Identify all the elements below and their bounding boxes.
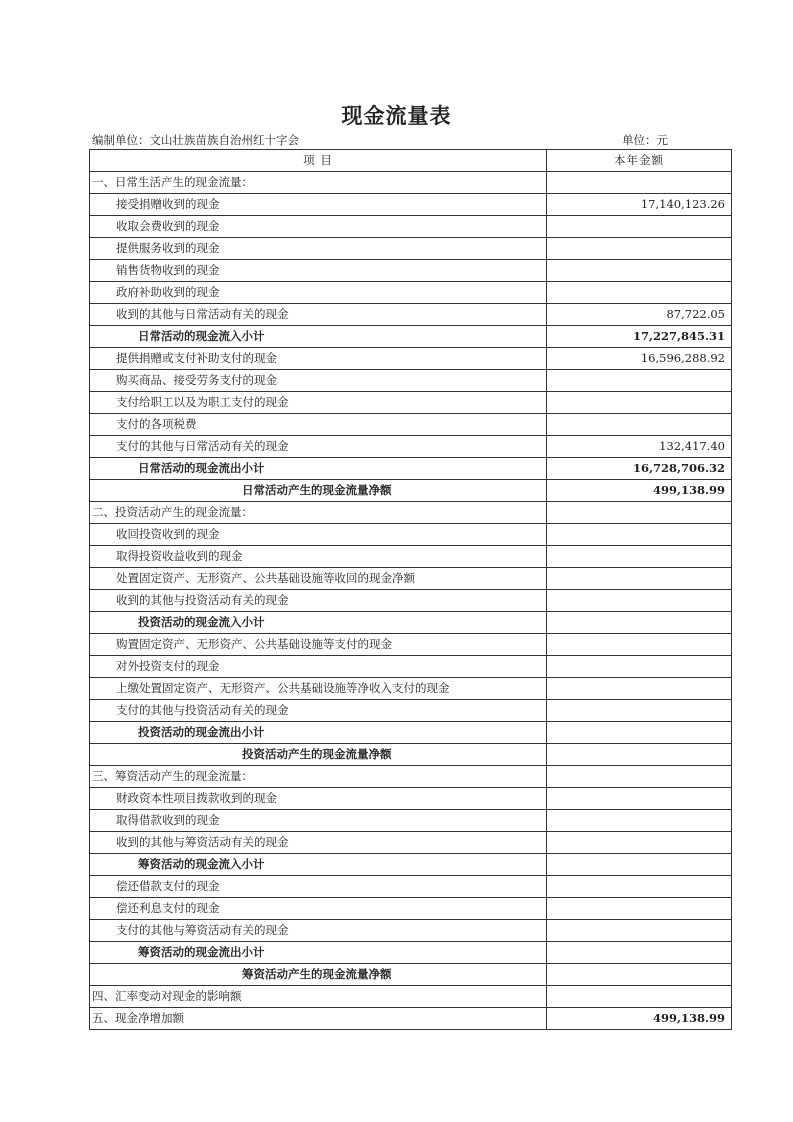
- table-row: [90, 964, 732, 986]
- row-label: 日常活动产生的现金流量净额: [90, 480, 547, 502]
- row-amount: [547, 744, 732, 766]
- row-amount: [547, 392, 732, 414]
- row-amount: [547, 238, 732, 260]
- row-amount: [547, 216, 732, 238]
- table-row: [90, 788, 732, 810]
- row-label: 收取会费收到的现金: [90, 216, 547, 238]
- table-row: [90, 502, 732, 524]
- row-label: 接受捐赠收到的现金: [90, 194, 547, 216]
- row-label: 收回投资收到的现金: [90, 524, 547, 546]
- row-label: 投资活动的现金流入小计: [90, 612, 547, 634]
- row-label: 对外投资支付的现金: [90, 656, 547, 678]
- row-amount: 17,140,123.26: [547, 194, 732, 216]
- row-label: 投资活动的现金流出小计: [90, 722, 547, 744]
- table-row: [90, 524, 732, 546]
- row-label: 投资活动产生的现金流量净额: [90, 744, 547, 766]
- table-row: [90, 700, 732, 722]
- row-label: 支付的其他与投资活动有关的现金: [90, 700, 547, 722]
- unit-label: 单位：元: [622, 133, 668, 147]
- row-label: 提供捐赠或支付补助支付的现金: [90, 348, 547, 370]
- row-amount: [547, 810, 732, 832]
- row-amount: [547, 678, 732, 700]
- table-row: [90, 546, 732, 568]
- table-row: [90, 744, 732, 766]
- row-amount: [547, 832, 732, 854]
- document-title: 现金流量表: [341, 103, 452, 128]
- row-amount: [547, 942, 732, 964]
- row-amount: [547, 700, 732, 722]
- row-amount: [547, 788, 732, 810]
- table-row: [90, 260, 732, 282]
- table-row: [90, 414, 732, 436]
- row-amount: [547, 590, 732, 612]
- row-amount: 17,227,845.31: [547, 326, 732, 348]
- table-row: [90, 876, 732, 898]
- row-amount: [547, 612, 732, 634]
- cash-flow-table: [89, 149, 732, 1030]
- table-row: [90, 238, 732, 260]
- row-amount: 16,596,288.92: [547, 348, 732, 370]
- document-meta: [92, 132, 732, 148]
- row-label: 收到的其他与筹资活动有关的现金: [90, 832, 547, 854]
- row-label: 支付的各项税费: [90, 414, 547, 436]
- row-amount: [547, 854, 732, 876]
- row-amount: [547, 568, 732, 590]
- row-label: 取得借款收到的现金: [90, 810, 547, 832]
- row-label: 销售货物收到的现金: [90, 260, 547, 282]
- table-body: [90, 172, 732, 1030]
- table-row: [90, 832, 732, 854]
- table-row: [90, 480, 732, 502]
- table-row: [90, 942, 732, 964]
- table-row: [90, 458, 732, 480]
- row-label: 收到的其他与投资活动有关的现金: [90, 590, 547, 612]
- table-row: [90, 194, 732, 216]
- table-row: [90, 568, 732, 590]
- table-row: [90, 216, 732, 238]
- row-amount: [547, 524, 732, 546]
- row-amount: 499,138.99: [547, 480, 732, 502]
- table-row: [90, 326, 732, 348]
- row-label: 五、现金净增加额: [90, 1008, 547, 1030]
- row-label: 支付的其他与筹资活动有关的现金: [90, 920, 547, 942]
- row-amount: [547, 414, 732, 436]
- row-label: 上缴处置固定资产、无形资产、公共基础设施等净收入支付的现金: [90, 678, 547, 700]
- table-row: [90, 634, 732, 656]
- row-amount: [547, 546, 732, 568]
- row-amount: 87,722.05: [547, 304, 732, 326]
- row-amount: [547, 172, 732, 194]
- table-row: [90, 304, 732, 326]
- row-amount: [547, 986, 732, 1008]
- table-row: [90, 348, 732, 370]
- table-row: [90, 722, 732, 744]
- table-row: [90, 172, 732, 194]
- table-row: [90, 612, 732, 634]
- table-row: [90, 590, 732, 612]
- row-label: 二、投资活动产生的现金流量：: [90, 502, 547, 524]
- row-label: 收到的其他与日常活动有关的现金: [90, 304, 547, 326]
- row-amount: [547, 634, 732, 656]
- row-label: 日常活动的现金流出小计: [90, 458, 547, 480]
- row-amount: [547, 766, 732, 788]
- table-row: [90, 1008, 732, 1030]
- row-label: 筹资活动产生的现金流量净额: [90, 964, 547, 986]
- row-label: 偿还借款支付的现金: [90, 876, 547, 898]
- row-amount: [547, 656, 732, 678]
- row-label: 日常活动的现金流入小计: [90, 326, 547, 348]
- row-label: 提供服务收到的现金: [90, 238, 547, 260]
- table-row: [90, 920, 732, 942]
- column-header-amount: 本年金额: [547, 150, 732, 172]
- table-row: [90, 370, 732, 392]
- row-label: 取得投资收益收到的现金: [90, 546, 547, 568]
- row-label: 政府补助收到的现金: [90, 282, 547, 304]
- row-amount: [547, 260, 732, 282]
- table-row: [90, 678, 732, 700]
- row-label: 购置固定资产、无形资产、公共基础设施等支付的现金: [90, 634, 547, 656]
- row-amount: 499,138.99: [547, 1008, 732, 1030]
- table-row: [90, 282, 732, 304]
- row-label: 处置固定资产、无形资产、公共基础设施等收回的现金净额: [90, 568, 547, 590]
- row-amount: [547, 876, 732, 898]
- row-amount: 16,728,706.32: [547, 458, 732, 480]
- row-label: 四、汇率变动对现金的影响额: [90, 986, 547, 1008]
- row-label: 一、日常生活产生的现金流量：: [90, 172, 547, 194]
- table-header-row: [90, 150, 732, 172]
- table-row: [90, 986, 732, 1008]
- row-label: 购买商品、接受劳务支付的现金: [90, 370, 547, 392]
- row-amount: [547, 920, 732, 942]
- row-amount: [547, 898, 732, 920]
- row-label: 筹资活动的现金流出小计: [90, 942, 547, 964]
- row-label: 财政资本性项目拨款收到的现金: [90, 788, 547, 810]
- table-row: [90, 898, 732, 920]
- row-label: 偿还利息支付的现金: [90, 898, 547, 920]
- row-amount: [547, 502, 732, 524]
- table-row: [90, 656, 732, 678]
- table-row: [90, 854, 732, 876]
- row-label: 支付给职工以及为职工支付的现金: [90, 392, 547, 414]
- column-header-item: 项 目: [90, 150, 547, 172]
- row-label: 三、筹资活动产生的现金流量：: [90, 766, 547, 788]
- row-label: 筹资活动的现金流入小计: [90, 854, 547, 876]
- row-amount: [547, 722, 732, 744]
- table-row: [90, 436, 732, 458]
- row-amount: 132,417.40: [547, 436, 732, 458]
- org-label: 编制单位：文山壮族苗族自治州红十字会: [92, 133, 299, 147]
- table-row: [90, 766, 732, 788]
- table-row: [90, 810, 732, 832]
- row-amount: [547, 282, 732, 304]
- table-row: [90, 392, 732, 414]
- row-amount: [547, 370, 732, 392]
- row-label: 支付的其他与日常活动有关的现金: [90, 436, 547, 458]
- row-amount: [547, 964, 732, 986]
